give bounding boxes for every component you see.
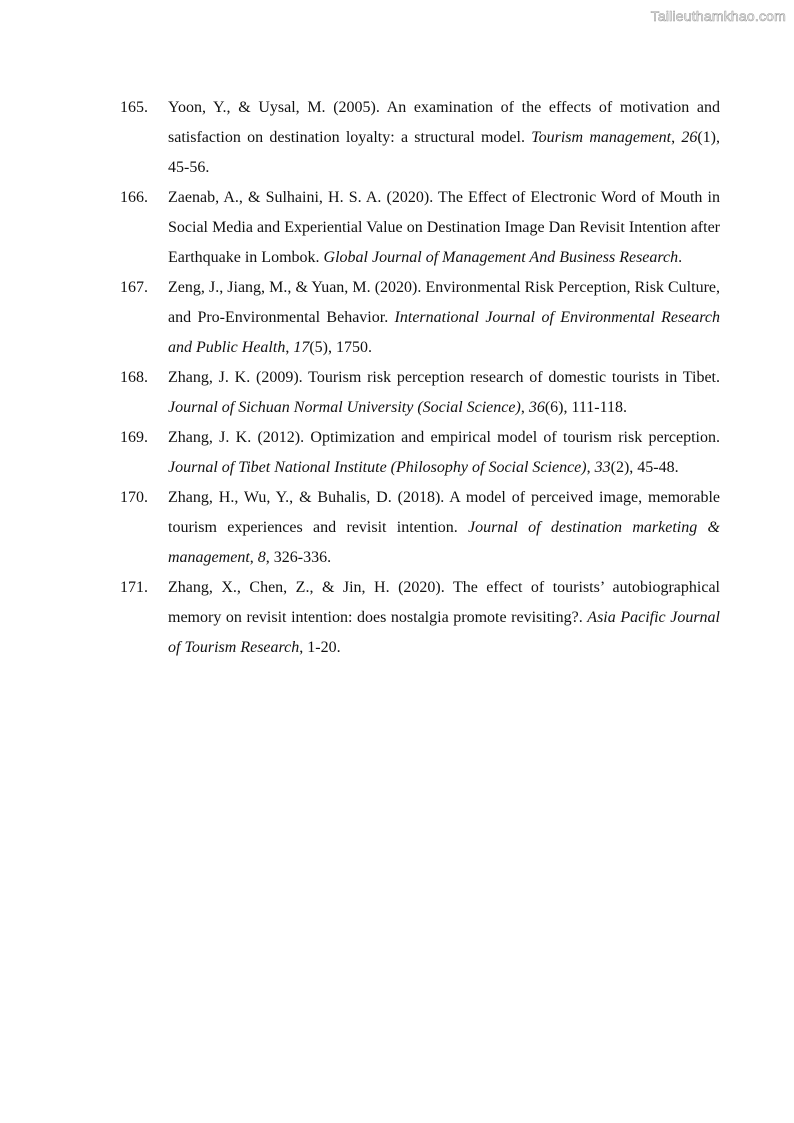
reference-pages: , 1-20. [299,639,341,656]
reference-list [120,93,720,663]
reference-number: 170. [120,489,148,506]
reference-pages: (1), 45-56. [168,129,720,176]
reference-number: 166. [120,189,148,206]
reference-item [120,483,720,573]
reference-volume: 17 [293,339,310,356]
reference-volume: 8 [257,549,266,566]
reference-text [168,483,720,573]
watermark: Tailieuthamkhao.com [650,8,786,24]
reference-journal: International Journal of Environmental Research and Public Health [168,309,721,356]
reference-journal: Tourism management [531,129,672,146]
reference-text [168,183,720,273]
reference-separator: , [520,399,529,416]
reference-authors-title: Zhang, J. K. (2012). Optimization and empirical model of tourism risk perception. [168,429,720,446]
reference-item [120,183,720,273]
reference-journal: Global Journal of Management And Business Research [323,249,679,266]
reference-journal: Journal of Sichuan Normal University (Social Science) [168,399,521,416]
reference-text [168,93,720,183]
reference-volume: 26 [681,129,698,146]
reference-authors-title: Zhang, H., Wu, Y., & Buhalis, D. (2018). A model of perceived image, memorable tourism experiences and revisit intention. [168,489,720,536]
reference-journal: Journal of destination marketing & management [168,519,720,566]
reference-text [168,423,720,483]
reference-authors-title: Yoon, Y., & Uysal, M. (2005). An examination of the effects of motivation and satisfaction on destination loyalty: a structural model. [168,99,720,146]
reference-number: 167. [120,279,148,296]
reference-number: 165. [120,99,148,116]
reference-item [120,93,720,183]
reference-separator: , [671,129,682,146]
reference-separator: , [285,339,294,356]
reference-pages: (5), 1750. [309,339,372,356]
reference-number: 171. [120,579,148,596]
reference-pages: . [678,249,683,266]
reference-authors-title: Zeng, J., Jiang, M., & Yuan, M. (2020). Environmental Risk Perception, Risk Culture, and Pro-Environmental Behavior. [168,279,720,326]
reference-pages: , 326-336. [265,549,332,566]
reference-text [168,273,720,363]
reference-pages: (6), 111-118. [544,399,628,416]
reference-item [120,423,720,483]
reference-authors-title: Zhang, J. K. (2009). Tourism risk perception research of domestic tourists in Tibet. [168,369,720,386]
reference-authors-title: Zhang, X., Chen, Z., & Jin, H. (2020). The effect of tourists’ autobiographical memory on revisit intention: does nostalgia promote revisiting?. [168,579,720,626]
reference-separator: , [249,549,258,566]
reference-text [168,363,720,423]
reference-item [120,273,720,363]
reference-authors-title: Zaenab, A., & Sulhaini, H. S. A. (2020). The Effect of Electronic Word of Mouth in Social Media and Experiential Value on Destination Image Dan Revisit Intention after Earthquake in Lombok. [168,189,720,266]
reference-number: 169. [120,429,148,446]
reference-pages: (2), 45-48. [610,459,679,476]
reference-number: 168. [120,369,148,386]
reference-volume: 33 [594,459,611,476]
reference-separator: , [586,459,595,476]
reference-text [168,573,720,663]
reference-volume: 36 [528,399,545,416]
reference-item [120,573,720,663]
reference-journal: Journal of Tibet National Institute (Philosophy of Social Science) [168,459,587,476]
reference-journal: Asia Pacific Journal of Tourism Research [168,609,721,656]
reference-item [120,363,720,423]
